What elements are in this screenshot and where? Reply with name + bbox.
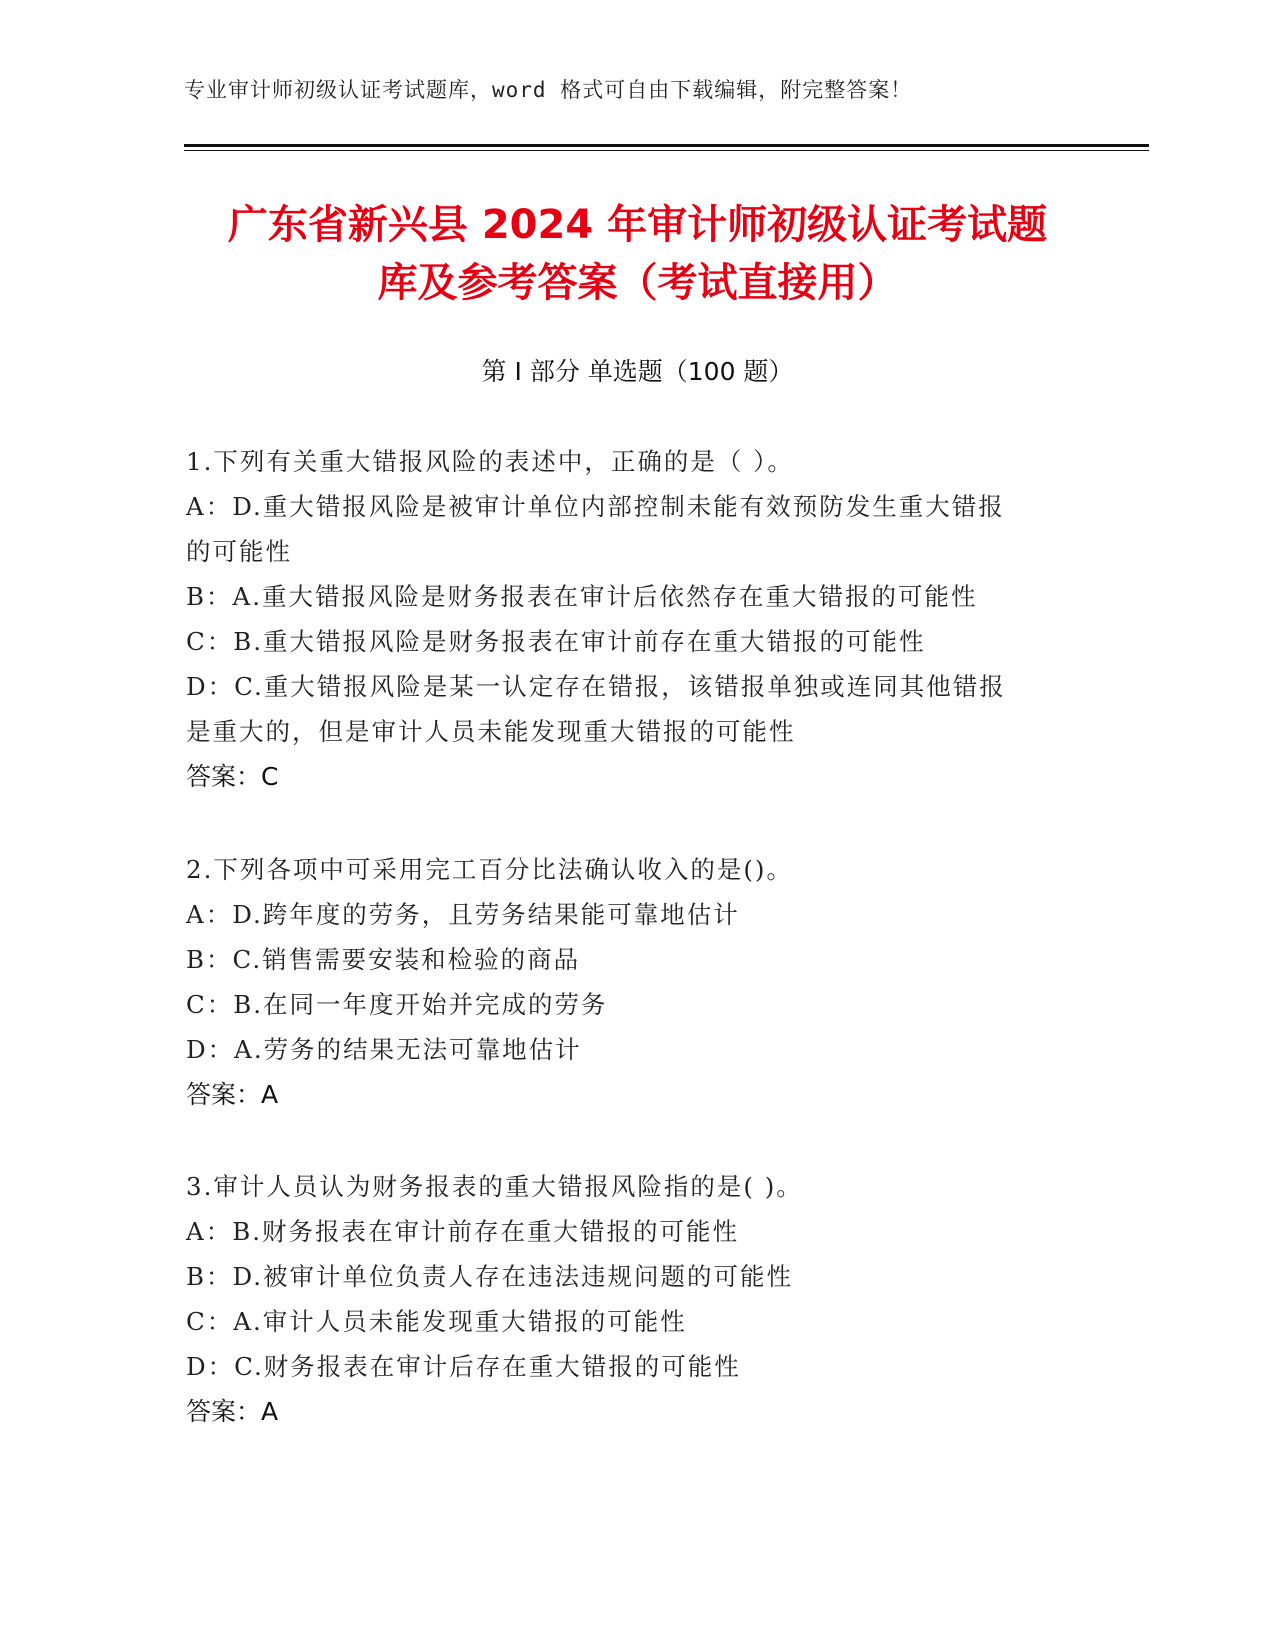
question-1 — [186, 440, 1086, 800]
option-a: A：B.财务报表在审计前存在重大错报的可能性 — [186, 1217, 739, 1246]
option-b: B：C.销售需要安装和检验的商品 — [186, 945, 581, 974]
option-a: A：D.跨年度的劳务，且劳务结果能可靠地估计 — [186, 900, 740, 929]
document-title-line-1: 广东省新兴县 2024 年审计师初级认证考试题 — [227, 202, 1048, 248]
option-c: C：B.重大错报风险是财务报表在审计前存在重大错报的可能性 — [186, 627, 926, 656]
option-b: B：D.被审计单位负责人存在违法违规问题的可能性 — [186, 1262, 794, 1291]
option-d: D：C.重大错报风险是某一认定存在错报，该错报单独或连同其他错报 — [186, 672, 1006, 701]
answer: 答案：A — [186, 1080, 279, 1109]
question-stem: 1.下列有关重大错报风险的表述中，正确的是（ ）。 — [186, 447, 794, 476]
answer: 答案：A — [186, 1397, 279, 1426]
option-c: C：A.审计人员未能发现重大错报的可能性 — [186, 1307, 687, 1336]
option-a-continued: 的可能性 — [186, 537, 292, 566]
header-note: 专业审计师初级认证考试题库，word 格式可自由下载编辑，附完整答案！ — [184, 78, 913, 102]
document-title-line-2: 库及参考答案（考试直接用） — [377, 260, 898, 306]
option-a: A：D.重大错报风险是被审计单位内部控制未能有效预防发生重大错报 — [186, 492, 1005, 521]
question-stem: 3.审计人员认为财务报表的重大错报风险指的是( )。 — [186, 1172, 803, 1201]
option-b: B：A.重大错报风险是财务报表在审计后依然存在重大错报的可能性 — [186, 582, 978, 611]
question-2 — [186, 848, 1086, 1118]
section-title: 第 I 部分 单选题（100 题） — [481, 357, 794, 386]
option-d-continued: 是重大的，但是审计人员未能发现重大错报的可能性 — [186, 717, 796, 746]
option-d: D：C.财务报表在审计后存在重大错报的可能性 — [186, 1352, 741, 1381]
header-rule-thin — [184, 150, 1149, 151]
option-c: C：B.在同一年度开始并完成的劳务 — [186, 990, 608, 1019]
document-title — [150, 196, 1125, 312]
question-3 — [186, 1165, 1086, 1435]
header-rule-thick — [184, 144, 1149, 147]
answer: 答案：C — [186, 762, 279, 791]
option-d: D：A.劳务的结果无法可靠地估计 — [186, 1035, 582, 1064]
question-stem: 2.下列各项中可采用完工百分比法确认收入的是()。 — [186, 855, 793, 884]
